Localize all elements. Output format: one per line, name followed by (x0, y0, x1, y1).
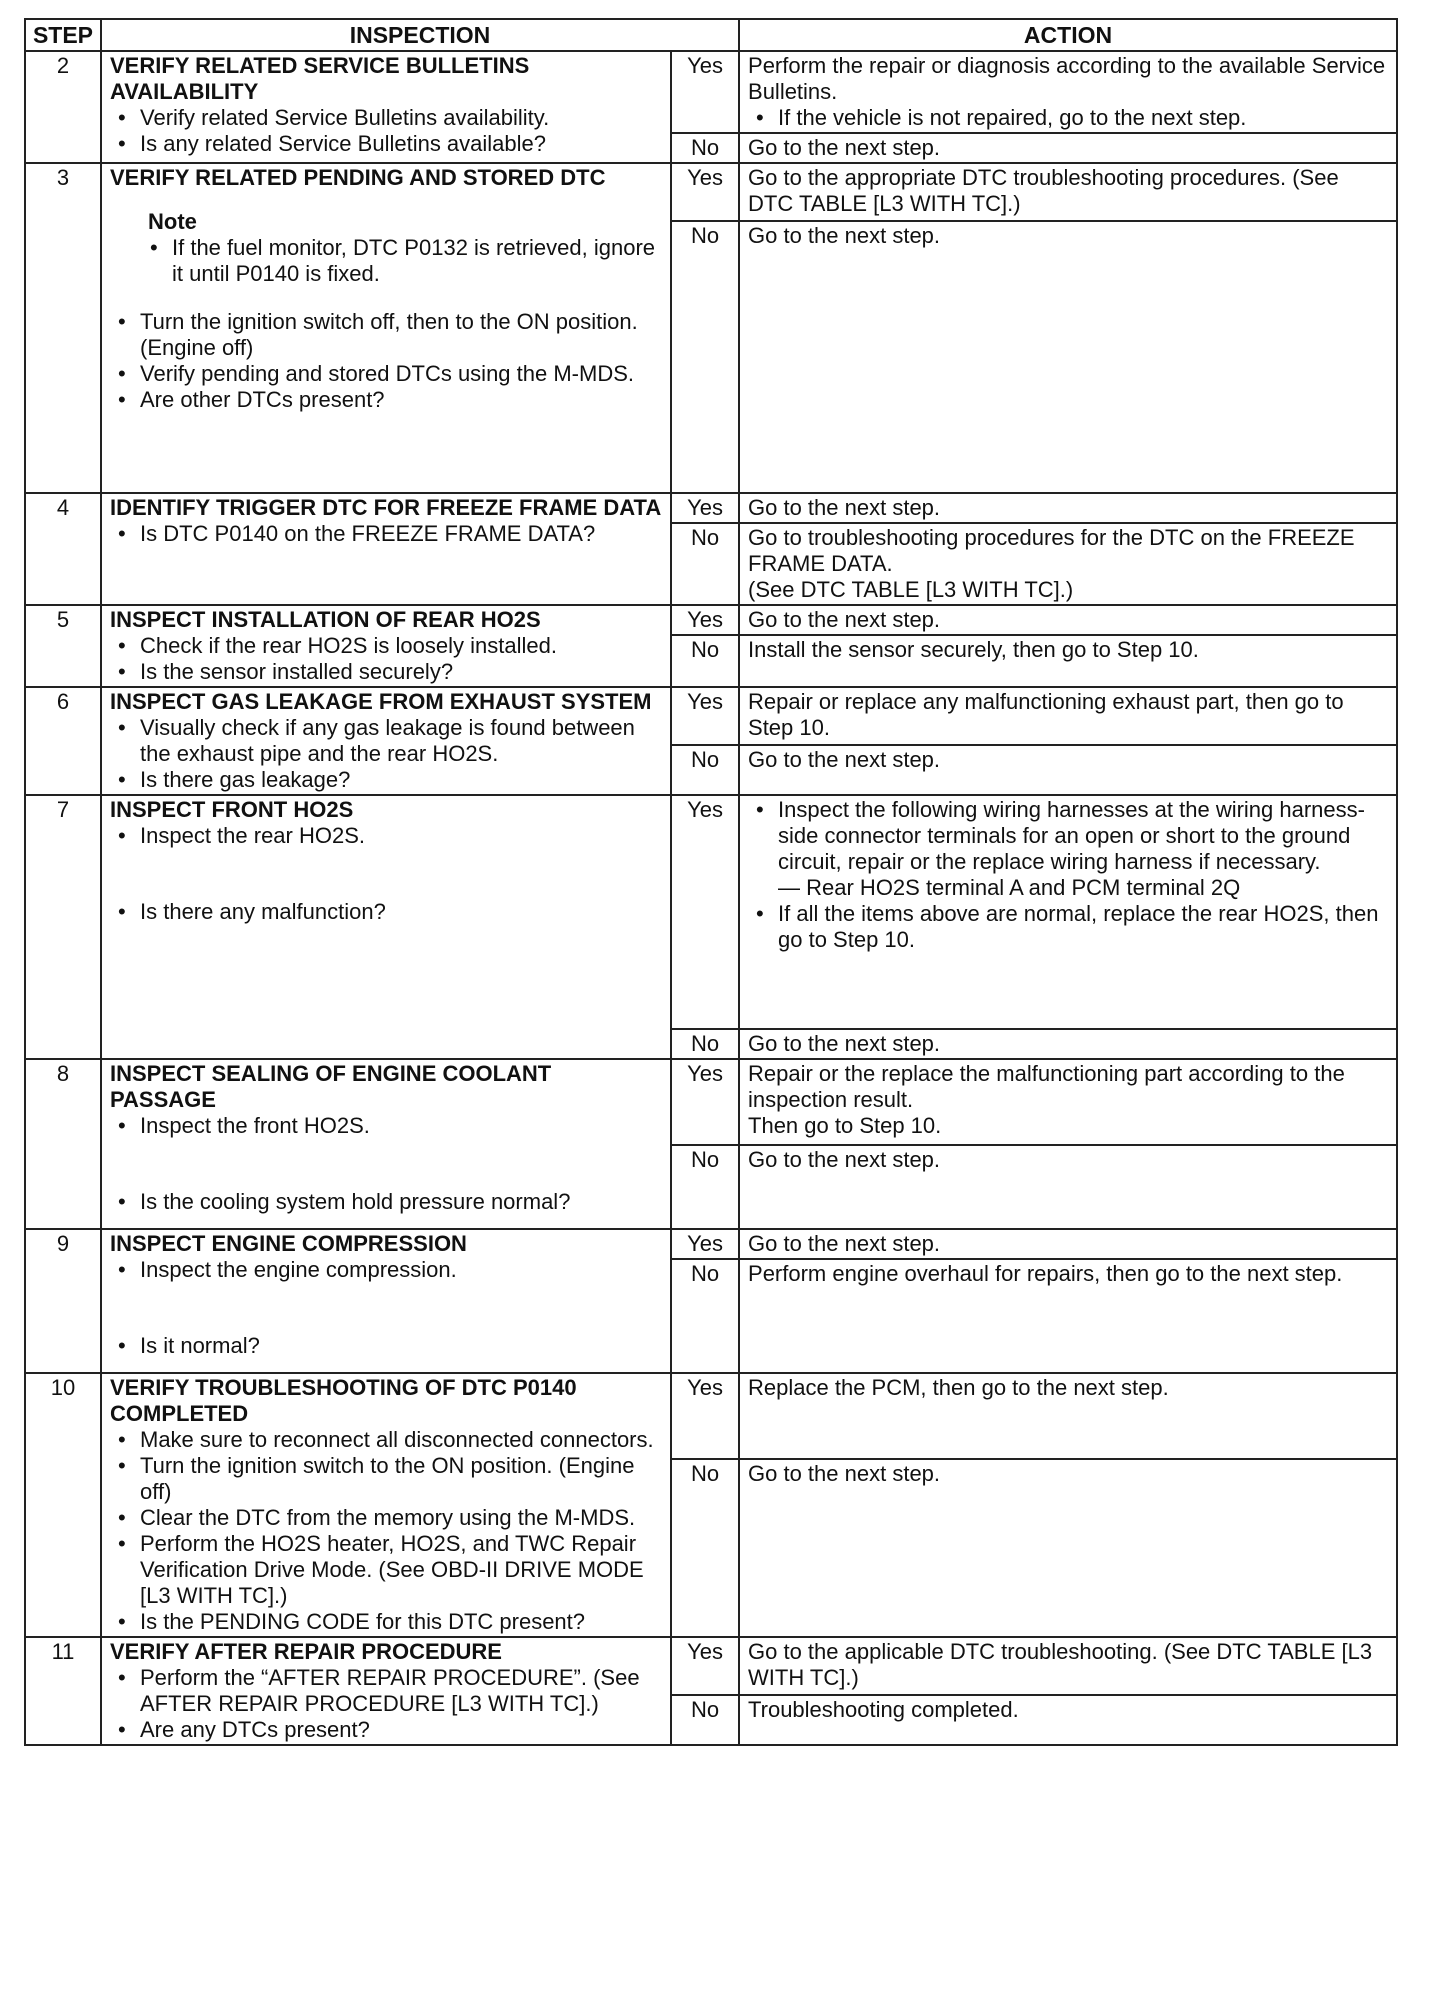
inspection-cell (101, 605, 671, 687)
no-label: No (671, 1695, 739, 1745)
inspection-list (110, 1665, 662, 1743)
action-list (748, 105, 1388, 131)
step-number: 8 (25, 1059, 101, 1229)
list-item: • Inspect the rear HO2S. (140, 823, 662, 849)
list-item: • Make sure to reconnect all disconnected connectors. (140, 1427, 662, 1453)
inspection-cell (101, 1229, 671, 1373)
list-item: • Is the cooling system hold pressure normal? (140, 1189, 662, 1215)
list-item: • Is the sensor installed securely? (140, 659, 662, 685)
yes-action: Go to the next step. (739, 1229, 1397, 1259)
no-action: Go to the next step. (739, 1029, 1397, 1059)
table-row (25, 605, 1397, 635)
table-row (25, 795, 1397, 1029)
list-item: • Visually check if any gas leakage is found between the exhaust pipe and the rear HO2S. (140, 715, 662, 767)
list-item: • Are other DTCs present? (140, 387, 662, 413)
yes-label: Yes (671, 493, 739, 523)
inspection-list (110, 1333, 662, 1359)
list-item: • Clear the DTC from the memory using the M-MDS. (140, 1505, 662, 1531)
no-label: No (671, 133, 739, 163)
list-item: • Is there any malfunction? (140, 899, 662, 925)
inspection-cell (101, 687, 671, 795)
yes-action: Repair or replace any malfunctioning exhaust part, then go to Step 10. (739, 687, 1397, 745)
no-label: No (671, 1459, 739, 1637)
action-list (748, 797, 1388, 953)
no-label: No (671, 221, 739, 493)
yes-label: Yes (671, 687, 739, 745)
step-number: 2 (25, 51, 101, 163)
list-item (778, 797, 1388, 901)
action-text: Go to troubleshooting procedures for the DTC on the FREEZE FRAME DATA. (748, 525, 1355, 576)
inspection-cell (101, 1059, 671, 1229)
table-row (25, 1059, 1397, 1145)
yes-action: Go to the next step. (739, 493, 1397, 523)
inspection-cell (101, 493, 671, 605)
yes-action: Go to the next step. (739, 605, 1397, 635)
inspection-title: INSPECT SEALING OF ENGINE COOLANT PASSAGE (110, 1061, 552, 1112)
header-inspection: INSPECTION (101, 19, 739, 51)
list-item: • Verify pending and stored DTCs using the M-MDS. (140, 361, 662, 387)
yes-label: Yes (671, 605, 739, 635)
yes-action (739, 795, 1397, 1029)
list-item: • Is any related Service Bulletins available? (140, 131, 662, 157)
yes-label: Yes (671, 1373, 739, 1459)
no-action: Perform engine overhaul for repairs, then go to the next step. (739, 1259, 1397, 1373)
table-row (25, 1229, 1397, 1259)
list-item: • Inspect the engine compression. (140, 1257, 662, 1283)
inspection-list (110, 715, 662, 793)
inspection-list (110, 1189, 662, 1215)
list-item: • If the fuel monitor, DTC P0132 is retrieved, ignore it until P0140 is fixed. (172, 235, 662, 287)
table-header (25, 19, 1397, 51)
no-label: No (671, 1145, 739, 1229)
action-text: Inspect the following wiring harnesses at the wiring harness-side connector terminals for an open or short to the ground circuit, repair or the replace wiring harness if necessary. (778, 797, 1365, 874)
list-item: • Turn the ignition switch off, then to the ON position. (Engine off) (140, 309, 662, 361)
inspection-title: INSPECT FRONT HO2S (110, 797, 354, 822)
yes-label: Yes (671, 163, 739, 221)
action-reference: (See DTC TABLE [L3 WITH TC].) (748, 577, 1074, 602)
inspection-list (110, 823, 662, 849)
inspection-list (110, 105, 662, 157)
inspection-list (110, 309, 662, 413)
header-action: ACTION (739, 19, 1397, 51)
yes-action: Go to the applicable DTC troubleshooting. (See DTC TABLE [L3 WITH TC].) (739, 1637, 1397, 1695)
inspection-title: INSPECT INSTALLATION OF REAR HO2S (110, 607, 541, 632)
step-number: 10 (25, 1373, 101, 1637)
inspection-cell (101, 1637, 671, 1745)
no-action (739, 523, 1397, 605)
inspection-cell (101, 795, 671, 1059)
list-item: • Inspect the front HO2S. (140, 1113, 662, 1139)
inspection-list (110, 1427, 662, 1635)
yes-label: Yes (671, 1059, 739, 1145)
list-item: • Is it normal? (140, 1333, 662, 1359)
action-dash-item: — Rear HO2S terminal A and PCM terminal 2Q (778, 875, 1241, 900)
yes-label: Yes (671, 1637, 739, 1695)
step-number: 4 (25, 493, 101, 605)
inspection-cell (101, 163, 671, 493)
inspection-title: VERIFY AFTER REPAIR PROCEDURE (110, 1639, 502, 1664)
no-action: Install the sensor securely, then go to Step 10. (739, 635, 1397, 687)
step-number: 6 (25, 687, 101, 795)
list-item: • Is there gas leakage? (140, 767, 662, 793)
yes-label: Yes (671, 795, 739, 1029)
no-action: Go to the next step. (739, 133, 1397, 163)
note-list (110, 235, 662, 287)
yes-action: Replace the PCM, then go to the next step. (739, 1373, 1397, 1459)
step-number: 9 (25, 1229, 101, 1373)
no-action: Go to the next step. (739, 745, 1397, 795)
table-row (25, 493, 1397, 523)
list-item: • Is DTC P0140 on the FREEZE FRAME DATA? (140, 521, 662, 547)
inspection-title: INSPECT ENGINE COMPRESSION (110, 1231, 467, 1256)
table-row (25, 1637, 1397, 1695)
yes-label: Yes (671, 1229, 739, 1259)
inspection-title: INSPECT GAS LEAKAGE FROM EXHAUST SYSTEM (110, 689, 652, 714)
list-item: • Perform the “AFTER REPAIR PROCEDURE”. (See AFTER REPAIR PROCEDURE [L3 WITH TC].) (140, 1665, 662, 1717)
inspection-list (110, 521, 662, 547)
inspection-list (110, 1113, 662, 1139)
action-text: Then go to Step 10. (748, 1113, 942, 1138)
list-item: • Perform the HO2S heater, HO2S, and TWC Repair Verification Drive Mode. (See OBD-II DRIVE MODE [L3 WITH TC].) (140, 1531, 662, 1609)
yes-action: Go to the appropriate DTC troubleshooting procedures. (See DTC TABLE [L3 WITH TC].) (739, 163, 1397, 221)
no-label: No (671, 1259, 739, 1373)
table-row (25, 163, 1397, 221)
note-label: Note (148, 209, 197, 234)
step-number: 5 (25, 605, 101, 687)
no-label: No (671, 745, 739, 795)
list-item: • Check if the rear HO2S is loosely installed. (140, 633, 662, 659)
yes-action (739, 51, 1397, 133)
list-item: • If all the items above are normal, replace the rear HO2S, then go to Step 10. (778, 901, 1388, 953)
no-action: Troubleshooting completed. (739, 1695, 1397, 1745)
inspection-cell (101, 1373, 671, 1637)
step-number: 3 (25, 163, 101, 493)
inspection-list (110, 1257, 662, 1283)
step-number: 7 (25, 795, 101, 1059)
troubleshooting-table (24, 18, 1398, 1746)
action-text: Repair or the replace the malfunctioning part according to the inspection result. (748, 1061, 1345, 1112)
no-action: Go to the next step. (739, 1145, 1397, 1229)
inspection-title: VERIFY RELATED SERVICE BULLETINS AVAILABILITY (110, 53, 530, 104)
table-row (25, 51, 1397, 133)
inspection-list (110, 899, 662, 925)
no-action: Go to the next step. (739, 1459, 1397, 1637)
table-row (25, 1373, 1397, 1459)
inspection-list (110, 633, 662, 685)
list-item: • Are any DTCs present? (140, 1717, 662, 1743)
no-action: Go to the next step. (739, 221, 1397, 493)
list-item: • Is the PENDING CODE for this DTC present? (140, 1609, 662, 1635)
no-label: No (671, 1029, 739, 1059)
yes-label: Yes (671, 51, 739, 133)
inspection-title: VERIFY RELATED PENDING AND STORED DTC (110, 165, 606, 190)
inspection-title: VERIFY TROUBLESHOOTING OF DTC P0140 COMPLETED (110, 1375, 577, 1426)
list-item: • Verify related Service Bulletins availability. (140, 105, 662, 131)
yes-action (739, 1059, 1397, 1145)
table-row (25, 687, 1397, 745)
inspection-cell (101, 51, 671, 163)
header-step: STEP (25, 19, 101, 51)
step-number: 11 (25, 1637, 101, 1745)
no-label: No (671, 635, 739, 687)
action-text: Perform the repair or diagnosis according to the available Service Bulletins. (748, 53, 1386, 104)
inspection-title: IDENTIFY TRIGGER DTC FOR FREEZE FRAME DATA (110, 495, 662, 520)
list-item: • If the vehicle is not repaired, go to the next step. (778, 105, 1388, 131)
list-item: • Turn the ignition switch to the ON position. (Engine off) (140, 1453, 662, 1505)
no-label: No (671, 523, 739, 605)
